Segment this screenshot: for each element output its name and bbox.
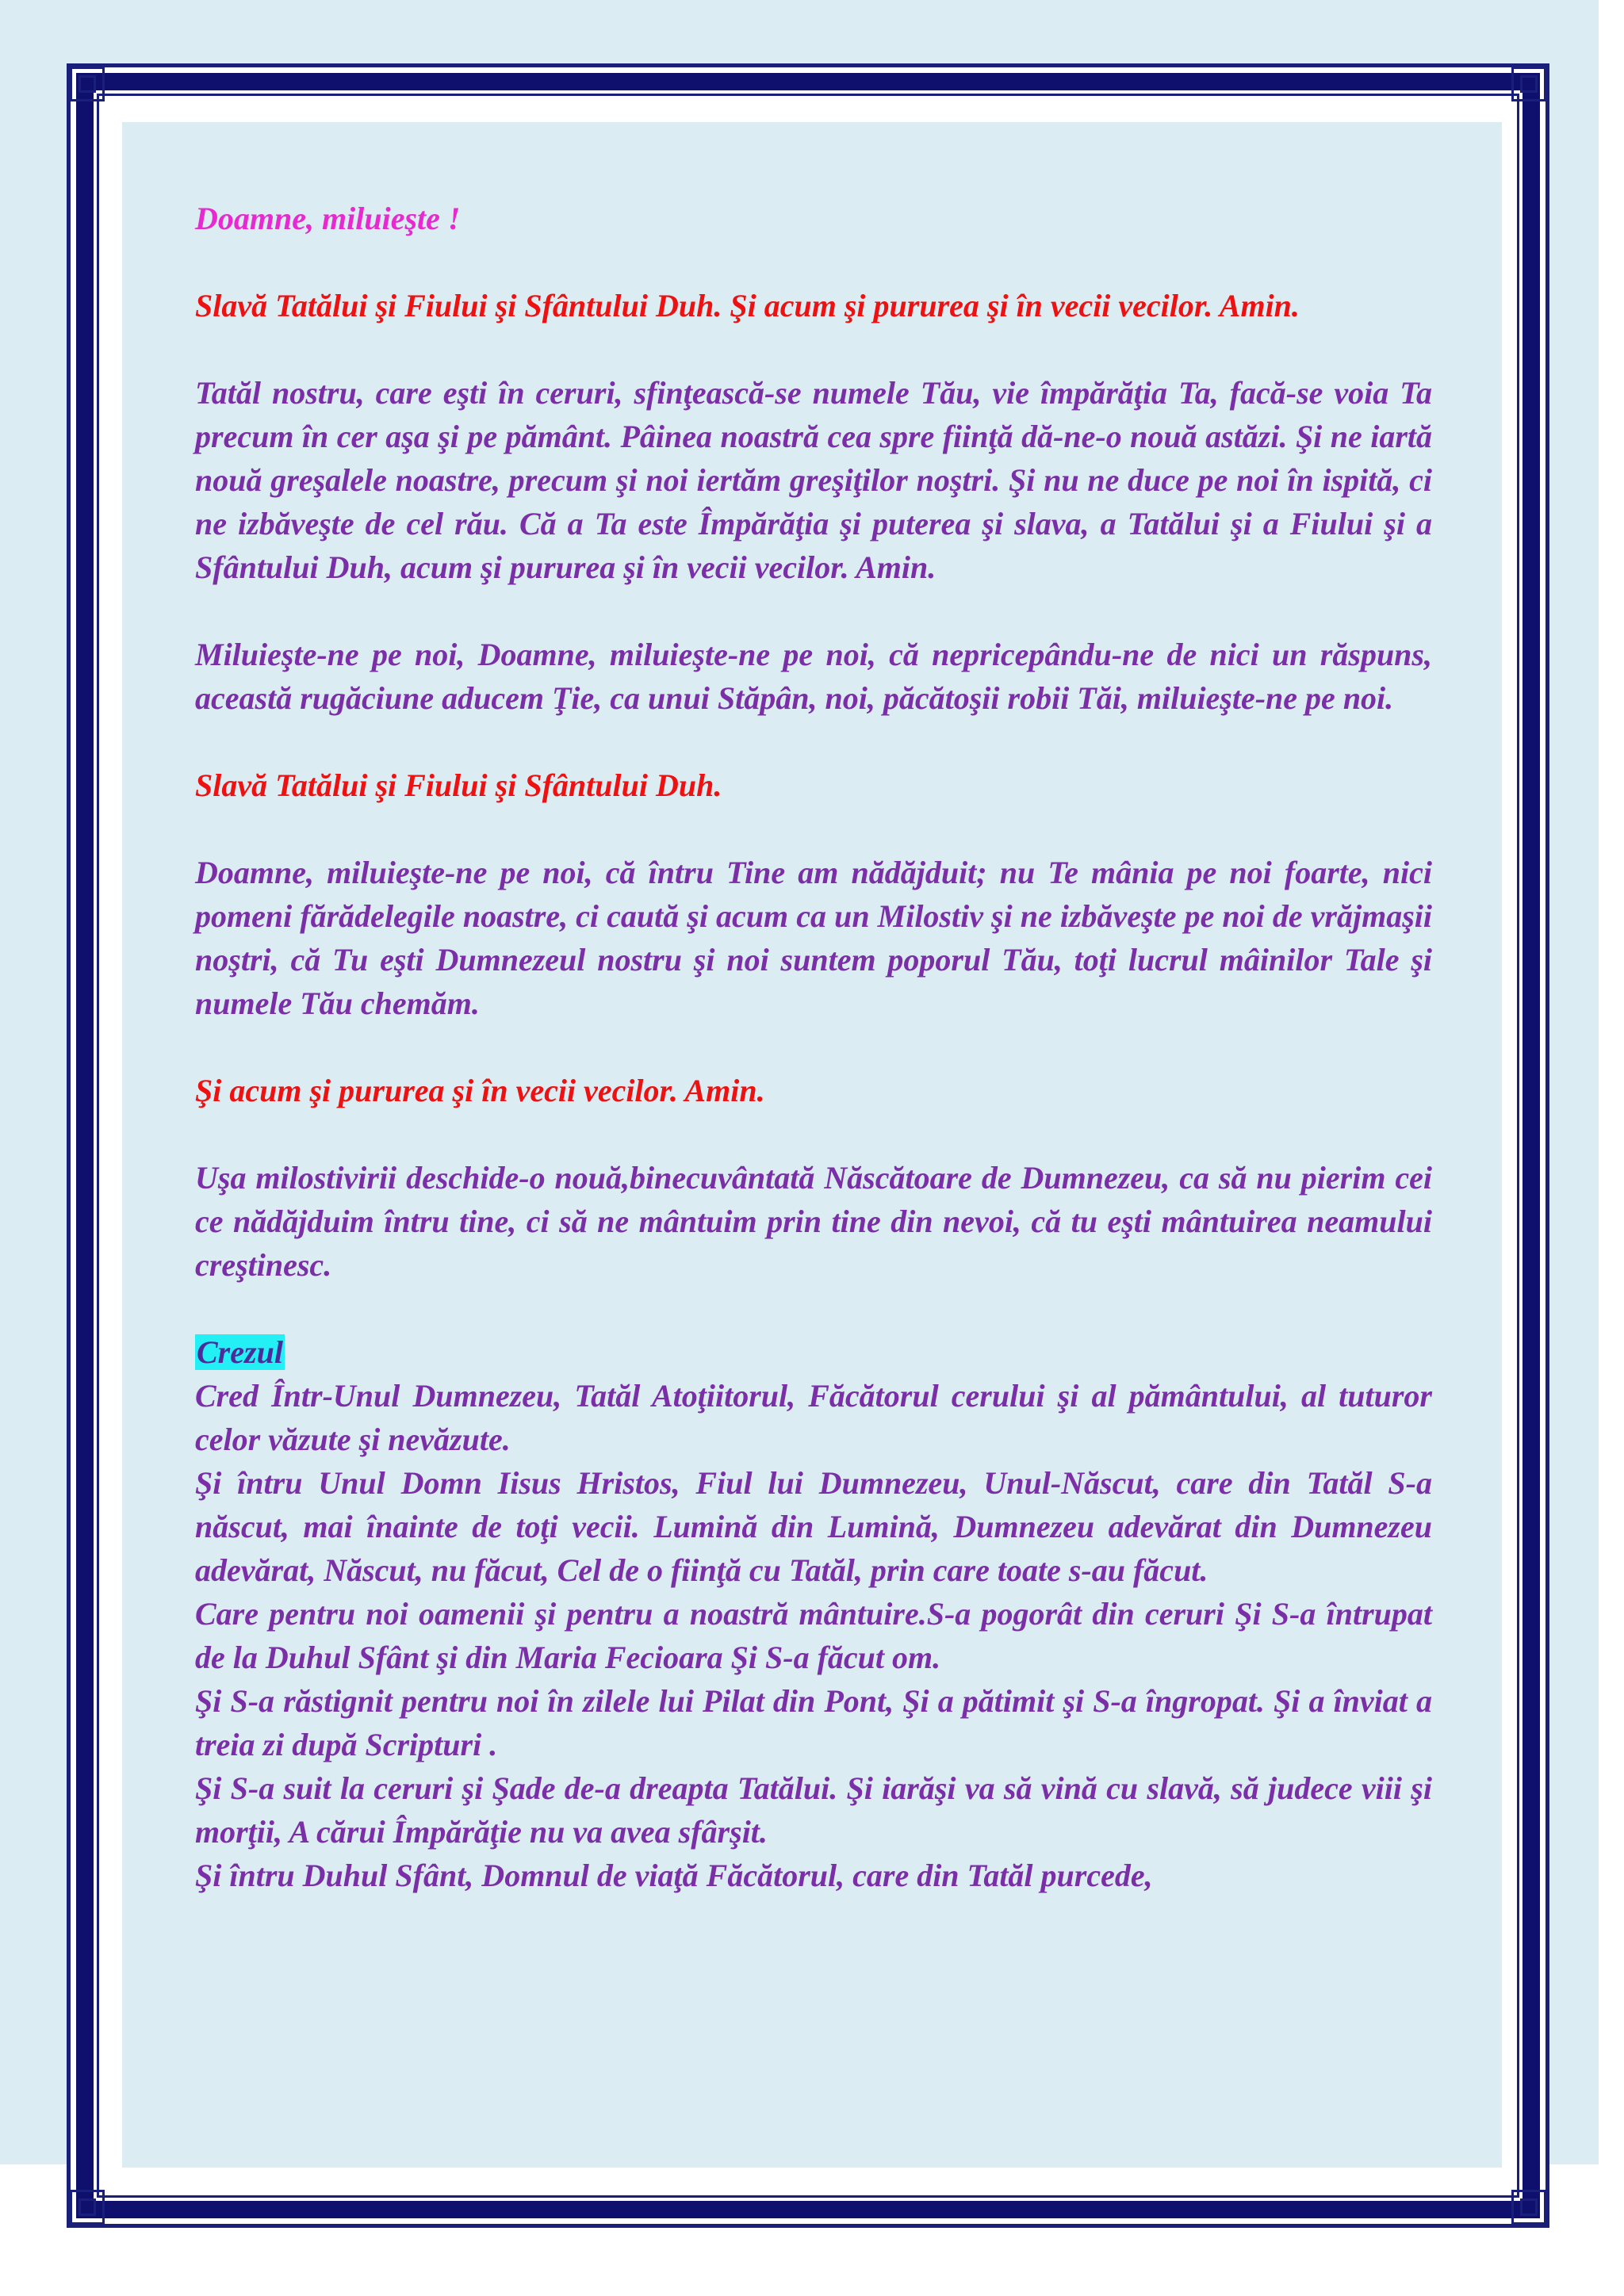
prayer-miluieste-ne: Miluieşte-ne pe noi, Doamne, miluieşte-ne pe noi, că nepricepându-ne de nici un răspuns, această rugăciune aducem Ţie, ca unui Stăpân, noi, păcătoşii robii Tăi, miluieşte-ne pe noi. — [195, 637, 1432, 716]
border-corner-ornament — [70, 2190, 105, 2225]
creed-paragraph: Şi întru Unul Domn Iisus Hristos, Fiul lui Dumnezeu, Unul-Născut, care din Tatăl S-a născut, mai înainte de toţi vecii. Lumină din Lumină, Dumnezeu adevărat din Dumnezeu adevărat, Născut, nu făcut, Cel de o fiinţă cu Tatăl, prin care toate s-au făcut. — [195, 1465, 1432, 1588]
prayer-slava-short: Slavă Tatălui şi Fiului şi Sfântului Duh. — [195, 767, 722, 803]
prayer-slava-full: Slavă Tatălui şi Fiului şi Sfântului Duh. Şi acum şi pururea şi în vecii vecilor. Amin. — [195, 288, 1300, 323]
creed-paragraph: Şi S-a suit la ceruri şi Şade de-a dreapta Tatălui. Şi iarăşi va să vină cu slavă, să judece viii şi morţii, A cărui Împărăţie nu va avea sfârşit. — [195, 1770, 1432, 1850]
creed-paragraph: Care pentru noi oamenii şi pentru a noastră mântuire.S-a pogorât din ceruri Şi S-a întrupat de la Duhul Sfânt şi din Maria Fecioara Şi S-a făcut om. — [195, 1596, 1432, 1675]
border-corner-ornament — [1511, 67, 1546, 101]
creed-section — [195, 1330, 1432, 1897]
creed-paragraph: Şi S-a răstignit pentru noi în zilele lui Pilat din Pont, Şi a pătimit şi S-a îngropat. Şi a înviat a treia zi după Scripturi . — [195, 1683, 1432, 1762]
prayer-si-acum: Şi acum şi pururea şi în vecii vecilor. Amin. — [195, 1073, 765, 1108]
creed-title: Crezul — [197, 1334, 283, 1370]
creed-paragraph: Cred Într-Unul Dumnezeu, Tatăl Atoţiitorul, Făcătorul cerului şi al pământului, al tuturor celor văzute şi nevăzute. — [195, 1378, 1432, 1457]
prayer-usa-milostivirii: Uşa milostivirii deschide-o nouă,binecuvântată Născătoare de Dumnezeu, ca să nu pierim cei ce nădăjduim întru tine, ci să ne mântuim prin tine din nevoi, că tu eşti mântuirea neamului creştinesc. — [195, 1160, 1432, 1283]
prayer-line-doamne-miluieste: Doamne, miluieşte ! — [195, 201, 461, 236]
creed-paragraph: Şi întru Duhul Sfânt, Domnul de viaţă Făcătorul, care din Tatăl purcede, — [195, 1858, 1153, 1893]
prayer-doamne-miluieste-ne: Doamne, miluieşte-ne pe noi, că întru Tine am nădăjduit; nu Te mânia pe noi foarte, nici pomeni fărădelegile noastre, ci caută şi acum ca un Milostiv şi ne izbăveşte pe noi de vrăjmaşii noştri, că Tu eşti Dumnezeul nostru şi noi suntem poporul Tău, toţi lucrul mâinilor Tale şi numele Tău chemăm. — [195, 855, 1432, 1021]
creed-title-line — [195, 1330, 1432, 1374]
prayer-text — [195, 197, 1432, 1897]
border-corner-ornament — [1511, 2190, 1546, 2225]
prayer-tatal-nostru: Tatăl nostru, care eşti în ceruri, sfinţească-se numele Tău, vie împărăţia Ta, facă-se voia Ta precum în cer aşa şi pe pământ. Pâinea noastră cea spre fiinţă dă-ne-o nouă astăzi. Şi ne iartă nouă greşalele noastre, precum şi noi iertăm greşiţilor noştri. Şi nu ne duce pe noi în ispită, ci ne izbăveşte de cel rău. Că a Ta este Împărăţia şi puterea şi slava, a Tatălui şi a Fiului şi a Sfântului Duh, acum şi pururea şi în vecii vecilor. Amin. — [195, 375, 1432, 585]
border-corner-ornament — [70, 67, 105, 101]
